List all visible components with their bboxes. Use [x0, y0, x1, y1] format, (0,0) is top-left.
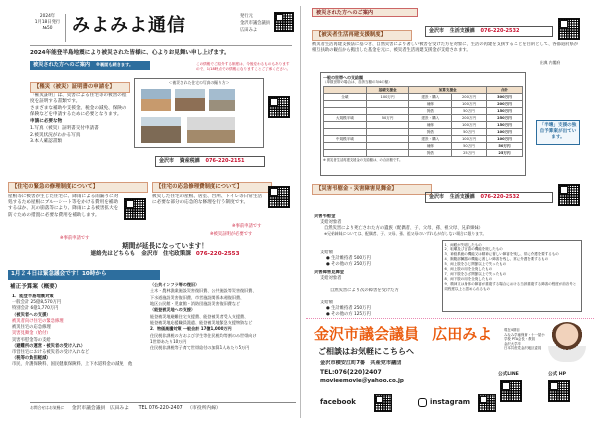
masthead-issue: №50 — [42, 25, 53, 31]
mimai-contact — [425, 192, 553, 203]
masthead-qr[interactable] — [274, 12, 294, 32]
extension-contact-dept: 住宅政策課 — [162, 250, 191, 257]
masthead-date2: 1月18日発行 — [34, 19, 61, 25]
budget-item: 一般会計 25億8,570万円 — [12, 300, 62, 306]
contact-lines — [320, 360, 470, 396]
support-table-cell: 賃借 — [409, 150, 452, 157]
support-table-cell: 50万円 — [366, 115, 409, 122]
extension-contact — [40, 251, 290, 259]
facebook-link[interactable] — [320, 398, 356, 407]
hp-label: 公式 HP — [548, 372, 566, 377]
support-table-cell: 100万円 — [366, 94, 409, 101]
bio-line: 現在4期目 — [504, 328, 520, 332]
support-table-head-cell: 合計 — [486, 87, 522, 94]
cert-contact-phone: 076-220-2151 — [205, 158, 245, 164]
instagram-icon — [418, 398, 427, 407]
instagram-link[interactable] — [430, 398, 470, 407]
support-table-head-cell: 加算支援金 — [409, 87, 486, 94]
support-table-cell — [366, 136, 409, 143]
infra-title: （公共インフラ等の復旧） — [150, 282, 200, 287]
disability-item: 1．両眼が失明したもの — [444, 242, 482, 247]
choi-title: 災害弔慰金 — [314, 214, 336, 219]
fund-header: 【被災者生活再建支援制度】 — [312, 30, 412, 41]
session-banner: 1月２４日は緊急議会です！10時から — [8, 270, 160, 280]
support-table-cell — [366, 129, 409, 136]
half-damage-bubble: 「半壊」支援の独自予算案が出ています。 — [536, 120, 580, 145]
extension-contact-label: 連絡先はどちらも — [90, 250, 136, 257]
condolence-lead: 2024年能登半島地震により被災された皆様に、心よりお見舞い申し上げます。 — [30, 50, 230, 56]
support-table — [323, 86, 523, 157]
house-photo-5 — [187, 117, 235, 143]
support-table-cell: 賃借 — [409, 129, 452, 136]
choi-amount-label: 支給額 — [320, 250, 333, 255]
office-place: 金沢市議会議員 — [71, 406, 106, 411]
disability-item: 7．両下肢をひざ関節以上で失ったもの — [444, 271, 507, 276]
publisher-label: 発行元 — [240, 14, 253, 19]
disability-item: 3．神経系統の機能又は精神に著しい障害を残し、常に介護を要するもの — [444, 252, 559, 257]
cert-body — [30, 93, 130, 153]
avatar — [548, 322, 586, 362]
sho-body: 自然災害により次の障害を受けた方 — [330, 288, 399, 293]
extension-contact-place: 金沢市 — [141, 250, 159, 257]
cert-req-3: 3.本人確認書類 — [30, 139, 62, 145]
support-table-row — [324, 101, 523, 108]
support-table-cell — [324, 143, 367, 150]
infra-item: （能登被災地への支援） — [150, 307, 196, 313]
support-table-row — [324, 150, 523, 157]
support-table-row — [324, 115, 523, 122]
extension-text: 期間が延長になっています！ — [122, 242, 208, 250]
mimai-header: 【災害弔慰金・災害障害見舞金】 — [312, 184, 432, 195]
urgent-header: 【住宅の応急修理費制度について】 — [152, 182, 272, 193]
support-table-cell — [366, 150, 409, 157]
info-note: この情報でご紹介する制度は、今後変わるものもありますので、1/18時点での情報になりますことご了承ください。 — [196, 62, 291, 71]
house-photo-4 — [141, 117, 181, 143]
bio-line: 金沢大学卒 — [504, 341, 521, 346]
mimai-contact-dept: 生活支援課 — [449, 194, 475, 200]
right-banner: 被災された方へのご案内 — [312, 8, 418, 17]
instagram-label: instagram — [430, 398, 471, 406]
support-table-row — [324, 129, 523, 136]
support-table-cell: 中規模半壊 — [324, 136, 367, 143]
profile-title-a: 金沢市議会議員 — [314, 325, 420, 343]
support-table-cell — [324, 129, 367, 136]
support-table-body — [324, 94, 523, 157]
urgent-qr[interactable] — [268, 186, 290, 208]
fund-contact — [425, 26, 553, 37]
support-table-cell: 200万円 — [452, 115, 487, 122]
support-table-cell: 建設・購入 — [409, 136, 452, 143]
support-table-cell: 300万円 — [486, 94, 522, 101]
budget-item: （被災者への支援） — [12, 312, 51, 318]
support-table-cell: 25万円 — [452, 150, 487, 157]
budget-item: 特別会計 6億1,770万円 — [12, 306, 59, 312]
sho-block — [314, 270, 444, 284]
facebook-label: facebook — [320, 398, 356, 406]
infra-item: 能登被災地応援職員派遣、能登被災地緊急支援物資など — [150, 320, 253, 326]
disability-item: 2．咀嚼及び言語の機能を廃したもの — [444, 247, 503, 252]
publisher-org: 金沢市議会議員 — [240, 20, 271, 26]
mimai-qr[interactable] — [558, 184, 580, 206]
newsletter-title: みよみよ通信 — [72, 15, 186, 36]
support-table-row — [324, 143, 523, 150]
choi-target-label: 支給対象者 — [320, 219, 342, 225]
contact-tel: TEL:076(220)2407 — [320, 368, 382, 376]
publisher — [240, 14, 270, 35]
office-footer — [30, 402, 296, 416]
choi-amount — [320, 250, 440, 270]
photo-guide — [134, 78, 264, 148]
support-table-caption: 一般の世帯への支給額 — [323, 75, 363, 80]
budget-item: 市営住宅における被災者の受け入れなど — [12, 349, 90, 355]
budget-item: 被災住宅の応急修理 — [12, 325, 51, 331]
support-table-cell: 大規模半壊 — [324, 115, 367, 122]
support-table-cell — [324, 108, 367, 115]
urgent-body: 被災した住宅の屋根、居室、台所、トイレ等日常生活に必要な部分の応急的な修理を行う制度です。 — [152, 194, 263, 206]
sho-amount-2: ● その他の方 125万円 — [326, 311, 371, 317]
support-table-cell: 補修 — [409, 143, 452, 150]
support-table-cell: 50万円 — [452, 108, 487, 115]
office-tel: TEL 076-220-2407 — [138, 406, 183, 411]
guidance-banner-text: 被災された方へのご案内 — [33, 62, 91, 68]
infra-item: 住民税非課税等子育て世帯給付の加算1人あたり5万円 — [150, 345, 250, 351]
budget-item: （税等の負担軽減） — [12, 356, 51, 362]
bio-line: 日本共産党金沢地区委員 — [504, 346, 542, 351]
infra-item: 土木・農林漁業施設災害復旧費、公共施設等災害復旧費、 — [150, 288, 257, 294]
infra-item: 能登被災地避難住宅支援費、能登被災者受入支援費、 — [150, 313, 249, 319]
sho-title: 災害障害見舞金 — [314, 270, 345, 275]
fund-body: 被災者生活再建支援法に基づき、自然災害により著しい被害を受けた方を対象に、生活の再建を支援することを目的として、各都道府県が相互扶助の観点から拠出した基金を元に、被災者生活再建支援金が支給されます。 — [312, 42, 579, 53]
cert-body-2: さまざまな補助や支援金、税金の減免、保険の保険などを申請するために必要となります。 — [30, 105, 127, 118]
bio-line: みなみ学童保育・十一屋小学校 PTA会長・教員 — [504, 332, 545, 342]
office-note: （市役所内線） — [187, 406, 221, 411]
masthead — [30, 12, 292, 46]
infra-list — [150, 282, 296, 398]
sho-amount-label: 支給額 — [320, 300, 333, 305]
infra-item: 住民税非課税の方および学生等住民税均等割のみ世帯向け — [150, 332, 257, 338]
mimai-contact-place: 金沢市 — [429, 194, 445, 200]
house-photo-1 — [141, 89, 171, 111]
support-table-cell: 100万円 — [486, 129, 522, 136]
house-photo-3 — [209, 89, 235, 111]
support-table-cell: 全壊 — [324, 94, 367, 101]
line-qr[interactable] — [500, 380, 522, 402]
support-table-head — [324, 87, 523, 94]
disability-item: 8．両下肢の用を全廃したもの — [444, 276, 493, 281]
disability-item: 5．両上肢をひじ関節以上で失ったもの — [444, 262, 507, 267]
support-table-box — [320, 72, 526, 176]
disability-item: 4．胸腹部臓器の機能に著しい障害を残し、常に介護を要するもの — [444, 257, 549, 262]
instagram-qr[interactable] — [478, 394, 496, 412]
support-table-cell: 150万円 — [486, 108, 522, 115]
support-table-row — [324, 108, 523, 115]
profile-bio — [504, 328, 546, 358]
line-label: 公式LINE — [498, 372, 519, 377]
support-table-cell: 補修 — [409, 122, 452, 129]
support-table-cell: 100万円 — [486, 136, 522, 143]
support-table-cell — [366, 108, 409, 115]
office-name: 広田みよ — [109, 406, 130, 411]
support-table-cell: 建設・購入 — [409, 115, 452, 122]
budget-title: 補正予算案（概要） — [10, 284, 61, 290]
mimai-contact-phone: 076-220-2532 — [480, 194, 520, 200]
support-table-cell: 50万円 — [452, 143, 487, 150]
consult-line: ご相談はお気軽にこちらへ — [318, 347, 414, 356]
support-table-row — [324, 136, 523, 143]
support-table-cell: 25万円 — [486, 150, 522, 157]
urgent-note-1: ※事前申請です — [232, 224, 262, 229]
budget-item: （避難所の運営・被災者の受け入れ） — [12, 343, 86, 349]
support-source: 出典 内閣府 — [540, 60, 561, 65]
cert-contact-place: 金沢市 — [159, 158, 175, 164]
infra-item: 2．物価高騰対策 一般会計 17億1,000万円 — [150, 326, 232, 332]
support-table-cell: 100万円 — [452, 101, 487, 108]
support-table-cell: 100万円 — [452, 122, 487, 129]
budget-item: 災害弔慰金等の支給 — [12, 337, 51, 343]
sho-amount-1: ● 生計維持者 250万円 — [326, 305, 371, 311]
sho-amount — [320, 300, 440, 320]
support-table-cell: 建設・購入 — [409, 94, 452, 101]
issue-info — [30, 14, 66, 42]
profile-divider — [306, 318, 594, 319]
profile-title-b: 広田みよ — [432, 325, 493, 343]
support-table-cell: 250万円 — [486, 115, 522, 122]
house-photo-2 — [175, 89, 205, 111]
disability-item: 9．精神又は身体の障害が重複する場合における当該重複する障害の程度が前各号と同程度以上と認められるもの — [444, 281, 577, 291]
fund-contact-dept: 生活支援課 — [449, 28, 475, 34]
support-table-cell: 50万円 — [452, 129, 487, 136]
infra-item: 地区公民館・児童館・消防団施設災害復旧費など — [150, 301, 241, 307]
support-table-cell — [366, 122, 409, 129]
cert-req-1: 1.写真（被災）証明書交付申請書 — [30, 125, 99, 131]
cert-req-2: 2.被災状況がわかる写真 — [30, 132, 81, 138]
profile-title — [314, 324, 492, 344]
support-table-cell: 補修 — [409, 101, 452, 108]
cert-body-1: 「罹災証明」は、災害による住宅等の被害の程度を証明する書類です。 — [30, 93, 127, 105]
budget-item: 被災者向け住宅の緊急修理 — [12, 318, 64, 324]
page-divider — [300, 6, 301, 418]
support-table-note: （単数世帯の場合は、各該当額の3/4の額） — [323, 80, 392, 85]
choi-amount-2: ● その他の方 250万円 — [326, 261, 371, 267]
hp-qr[interactable] — [548, 380, 570, 402]
budget-item: 災害見舞金（給付） — [12, 331, 51, 337]
support-table-cell: 50万円 — [486, 143, 522, 150]
support-table-cell — [324, 101, 367, 108]
choi-target: 自然災害により死亡された方の遺族（配偶者、子、父母、孫、祖父母、兄弟姉妹） — [324, 225, 483, 231]
guidance-banner-sub: ※裏面も続きます。 — [95, 62, 134, 67]
facebook-qr[interactable] — [374, 394, 392, 412]
support-table-cell: 200万円 — [452, 94, 487, 101]
support-table-cell — [324, 150, 367, 157]
inquiry-text: お問合せはお気軽に — [30, 405, 65, 410]
support-table-cell — [324, 122, 367, 129]
extension-notice — [40, 242, 290, 262]
fund-qr[interactable] — [558, 18, 580, 40]
budget-item: 市民、介護保険料、国民健康保険料、上下水道料金の減免 他 — [12, 362, 133, 368]
fund-contact-phone: 076-220-2532 — [480, 28, 520, 34]
support-table-cell: 100万円 — [452, 136, 487, 143]
cert-header: 【罹災（被災）証明書の申請を】 — [30, 82, 130, 93]
choi-amount-1: ● 生計維持者 500万円 — [326, 255, 371, 261]
infra-item: 1世帯あたり10万円 — [150, 339, 187, 345]
disability-item: 6．両上肢の用を全廃したもの — [444, 266, 493, 271]
repair-note: ※事前申請です — [60, 236, 90, 241]
disability-list — [442, 240, 582, 312]
masthead-date: 2024年 — [39, 14, 56, 19]
support-table-head-cell — [324, 87, 367, 94]
repair-qr[interactable] — [124, 198, 146, 220]
infra-item: 下水道施設災害復旧費、市営施設関係本週復旧費、 — [150, 294, 245, 300]
contact-address: 金沢市横安江町7番 共産党市議団 — [320, 360, 402, 366]
photo-guide-qr[interactable] — [268, 96, 290, 118]
choi-note: ※兄弟姉妹については、配偶者、子、父母、孫、祖父母のいずれもが存しない場合に限ります。 — [324, 231, 487, 237]
urgent-note-2: ※被災証明が必要です — [210, 232, 253, 237]
support-table-cell: 賃借 — [409, 108, 452, 115]
support-table-row — [324, 94, 523, 101]
cert-contact — [155, 156, 265, 167]
support-table-row — [324, 122, 523, 129]
support-table-cell: 200万円 — [486, 101, 522, 108]
cert-contact-dept: 資産税課 — [179, 158, 200, 164]
contact-email: movieemovie＠yahoo.co.jp — [320, 377, 404, 384]
disability-items — [445, 243, 580, 292]
publisher-name: 広田みよ — [240, 27, 258, 33]
cert-required: 申請に必要な物 — [30, 118, 63, 124]
support-table-head-cell: 基礎支援金 — [366, 87, 409, 94]
support-table-cell — [366, 143, 409, 150]
budget-item: 1．能登半島地震対策 — [12, 294, 54, 299]
budget-list — [12, 294, 152, 400]
guidance-banner — [30, 61, 150, 70]
support-table-footnote: ※ 被災者生活再建支援金の支給額は、の合計額です。 — [323, 158, 403, 163]
support-table-cell — [366, 101, 409, 108]
repair-header: 【住宅の緊急の修理制度について】 — [8, 182, 148, 193]
extension-contact-phone: 076-220-2553 — [195, 250, 240, 257]
support-table-cell: 150万円 — [486, 122, 522, 129]
fund-contact-place: 金沢市 — [429, 28, 445, 34]
sho-target-label: 支給対象者 — [320, 275, 342, 281]
photo-guide-caption: ＜被災された住宅の写真の撮り方＞ — [168, 80, 230, 85]
repair-body: 屋根等に被害が生じた住宅に、降雨による雨漏りに対処するため屋根にブルーシート等をかける費用を補助するほか、瓦の崩落等により、降雨による被害拡大を防ぐための措置に必要な費用を補助します。 — [8, 194, 119, 218]
